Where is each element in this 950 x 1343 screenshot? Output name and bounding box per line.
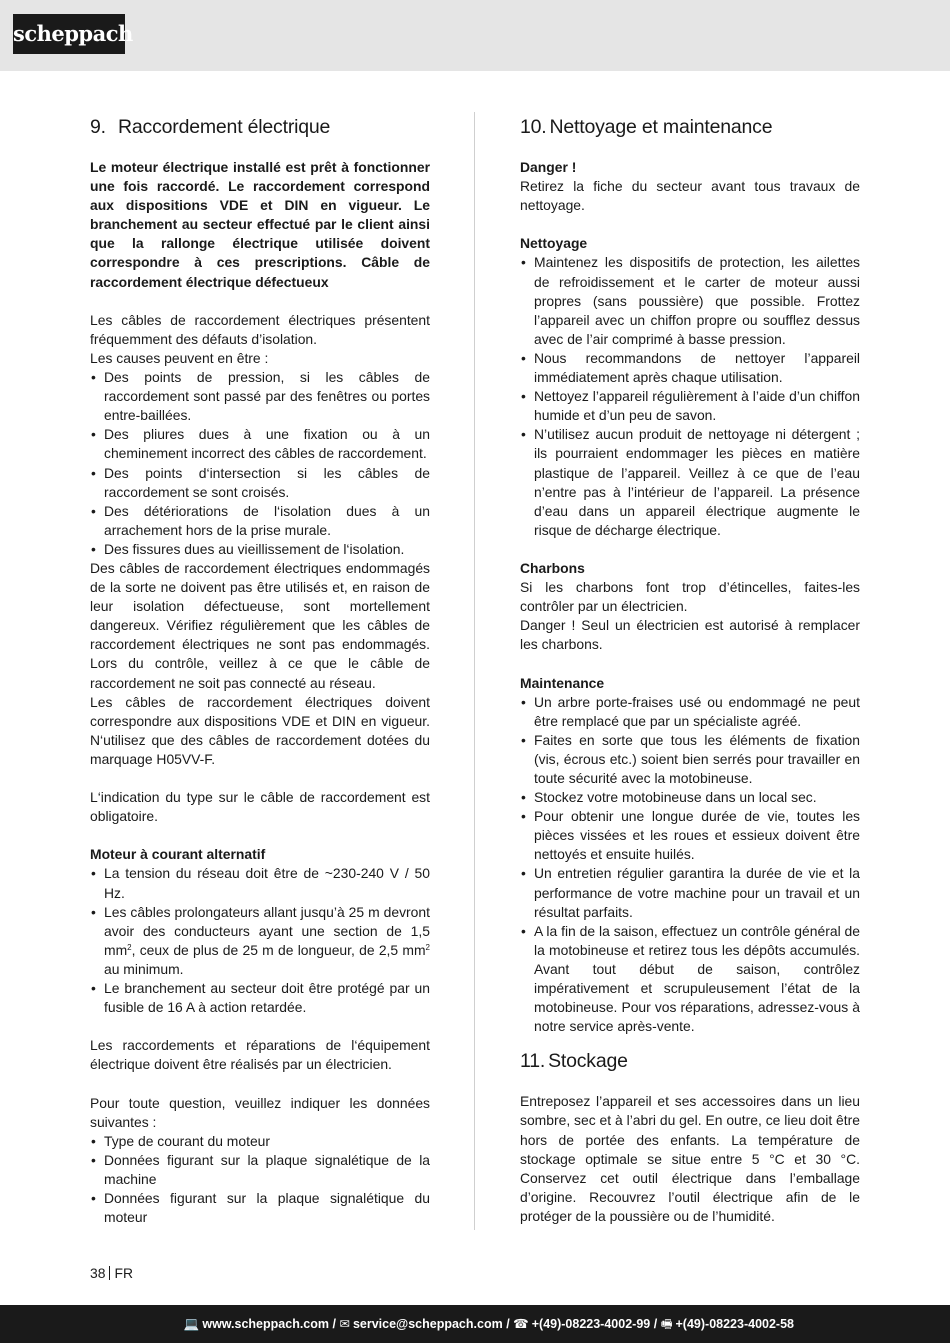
list-item: • Un entretien régulier garantira la durée de vie et la performance de votre machine pour un travail et un résultat parfaits.	[520, 864, 860, 921]
list-item: • A la fin de la saison, effectuez un contrôle général de la motobineuse et retirez tous les dépôts accumulés. Avant tout début de saison, contrôlez impérativement et scrupuleusement l’état de la motobineuse. Pour vos réparations, adressez-vous à notre service après-vente.	[520, 922, 860, 1037]
subheading-cleaning: Nettoyage	[520, 235, 588, 252]
email-link[interactable]: service@scheppach.com	[352, 1317, 503, 1331]
list-item: • Nettoyez l’appareil régulièrement à l’aide d’un chiffon humide et d’un peu de savon.	[520, 387, 860, 425]
paragraph: Les raccordements et réparations de l‘équipement électrique doivent être réalisés par un électricien.	[90, 1037, 430, 1073]
section-title: Raccordement électrique	[118, 116, 331, 138]
list-item: • Un arbre porte-fraises usé ou endommagé ne peut être remplacé que par un spécialiste agréé.	[520, 693, 860, 731]
page-number-separator	[109, 1266, 110, 1280]
section-10-heading	[520, 114, 860, 140]
section-9-heading	[90, 114, 430, 140]
page-header	[0, 0, 950, 71]
scheppach-logo: scheppach	[13, 14, 125, 54]
list-item: • Maintenez les dispositifs de protection, les ailettes de refroidissement et le carter de moteur aussi propres (sans poussière) que possible. Frottez l’appareil avec un chiffon propre ou soufflez dessus avec de l’air comprimé à basse pression.	[520, 253, 860, 348]
list-item: • Des détériorations de l‘isolation dues à un arrachement hors de la prise murale.	[90, 502, 430, 540]
left-column	[90, 114, 430, 1227]
footer-separator: /	[506, 1317, 510, 1331]
website-link[interactable]: www.scheppach.com	[202, 1317, 329, 1331]
list-item: • Des fissures dues au vieillissement de l‘isolation.	[90, 540, 430, 559]
intro-paragraph: Le moteur électrique installé est prêt à fonctionner une fois raccordé. Le raccordement correspond aux dispositions VDE et DIN en vigueur. Le branchement au secteur effectué par le client ainsi que la rallonge électrique utilisée doivent correspondre à ces prescriptions. Câble de raccordement électrique défectueux	[90, 159, 430, 290]
subheading-danger: Danger !	[520, 159, 577, 175]
paragraph: Les câbles de raccordement électriques doivent correspondre aux dispositions VDE et DIN en vigueur. N‘utilisez que des câbles de raccordement dotées du marquage H05VV-F.	[90, 693, 430, 767]
section-number: 9.	[90, 116, 106, 138]
section-title: Nettoyage et maintenance	[549, 116, 773, 138]
footer-separator: /	[653, 1317, 658, 1331]
paragraph: Les câbles de raccordement électriques présentent fréquemment des défauts d’isolation.	[90, 311, 430, 347]
language-code: FR	[114, 1265, 133, 1281]
subheading-brushes: Charbons	[520, 559, 585, 576]
ac-motor-list	[90, 864, 430, 1017]
data-list	[90, 1132, 430, 1227]
list-item: • Le branchement au secteur doit être protégé par un fusible de 16 A à action retardée.	[90, 979, 430, 1017]
list-item: • Données figurant sur la plaque signalétique de la machine	[90, 1151, 430, 1189]
list-item: • Stockez votre motobineuse dans un local sec.	[520, 788, 860, 807]
phone-icon: ☎	[513, 1317, 529, 1331]
mail-icon: ✉	[339, 1317, 350, 1331]
section-number: 10.	[520, 116, 547, 138]
paragraph: Danger ! Seul un électricien est autorisé à remplacer les charbons.	[520, 617, 860, 653]
superscript: 2	[127, 942, 132, 952]
list-item-text: au minimum.	[104, 960, 184, 977]
page-footer	[0, 1305, 950, 1343]
paragraph: Pour toute question, veuillez indiquer les données suivantes :	[90, 1094, 430, 1130]
paragraph: Des câbles de raccordement électriques endommagés de la sorte ne doivent pas être utilisés et, en raison de leur isolation défectueuse, sont mortellement dangereux. Vérifiez régulièrement que les câbles de raccordement électriques ne sont pas endommagés. Lors du contrôle, veillez à ce que le câble de raccordement ne soit pas connecté au réseau.	[90, 559, 430, 691]
list-item: • Des points d‘intersection si les câbles de raccordement se sont croisés.	[90, 464, 430, 502]
list-item: • N’utilisez aucun produit de nettoyage ni détergent ; ils pourraient endommager les pièces en matière plastique de l’appareil. Veillez à ce que de l’eau n’entre pas à l’intérieur de l’appareil. La présence d’eau dans un appareil électrique augmente le risque de décharge électrique.	[520, 425, 860, 540]
list-item-text: , ceux de plus de 25 m de longueur, de 2,5 mm	[131, 941, 426, 958]
paragraph: Entreposez l’appareil et ses accessoires dans un lieu sombre, sec et à l’abri du gel. En outre, ce lieu doit être hors de portée des enfants. La température de stockage optimale se situe entre 5 °C et 30 °C. Conservez cet outil électrique dans l’emballage d’origine. Recouvrez l’outil électrique afin de le protéger de la poussière ou de l’humidité.	[520, 1093, 860, 1224]
subheading-ac-motor: Moteur à courant alternatif	[90, 846, 266, 863]
list-item: • Nous recommandons de nettoyer l’appareil immédiatement après chaque utilisation.	[520, 349, 860, 387]
footer-separator: /	[332, 1317, 336, 1331]
page-number-value: 38	[90, 1265, 106, 1281]
causes-list	[90, 368, 430, 559]
list-item: • Des pliures dues à une fixation ou à un cheminement incorrect des câbles de raccordement.	[90, 425, 430, 463]
superscript: 2	[425, 942, 430, 952]
list-item: • Type de courant du moteur	[90, 1132, 430, 1151]
column-divider	[474, 112, 475, 1230]
paragraph: Si les charbons font trop d’étincelles, faites-les contrôler par un électricien.	[520, 579, 860, 615]
page-number	[90, 1264, 133, 1283]
paragraph: L‘indication du type sur le câble de raccordement est obligatoire.	[90, 789, 430, 825]
phone-number: +(49)-08223-4002-99	[531, 1317, 651, 1331]
paragraph: Les causes peuvent en être :	[90, 349, 269, 366]
list-item: • Faites en sorte que tous les éléments de fixation (vis, écrous etc.) soient bien serrés pour travailler en toute sécurité avec la motobineuse.	[520, 731, 860, 788]
cleaning-list	[520, 253, 860, 539]
right-column	[520, 114, 860, 1226]
fax-icon: 🖷	[660, 1317, 673, 1331]
section-title: Stockage	[548, 1050, 628, 1073]
maintenance-list	[520, 693, 860, 1037]
list-item: • Données figurant sur la plaque signalétique du moteur	[90, 1189, 430, 1227]
list-item	[90, 903, 430, 979]
list-item-text: Les câbles prolongateurs allant jusqu’à 25 m devront avoir des conducteurs ayant une section de 1,5 mm	[104, 903, 430, 958]
section-11-heading	[520, 1048, 860, 1074]
subheading-maintenance: Maintenance	[520, 674, 605, 691]
fax-number: +(49)-08223-4002-58	[675, 1317, 794, 1331]
list-item: • Pour obtenir une longue durée de vie, toutes les pièces vissées et les roues et essieux doivent être nettoyés et ensuite huilés.	[520, 807, 860, 864]
list-item: • La tension du réseau doit être de ~230-240 V / 50 Hz.	[90, 864, 430, 902]
section-number: 11.	[520, 1050, 546, 1073]
computer-icon: 💻	[183, 1317, 200, 1331]
paragraph: Retirez la fiche du secteur avant tous travaux de nettoyage.	[520, 178, 860, 214]
list-item: • Des points de pression, si les câbles de raccordement sont passé par des fenêtres ou portes entre-baillées.	[90, 368, 430, 425]
